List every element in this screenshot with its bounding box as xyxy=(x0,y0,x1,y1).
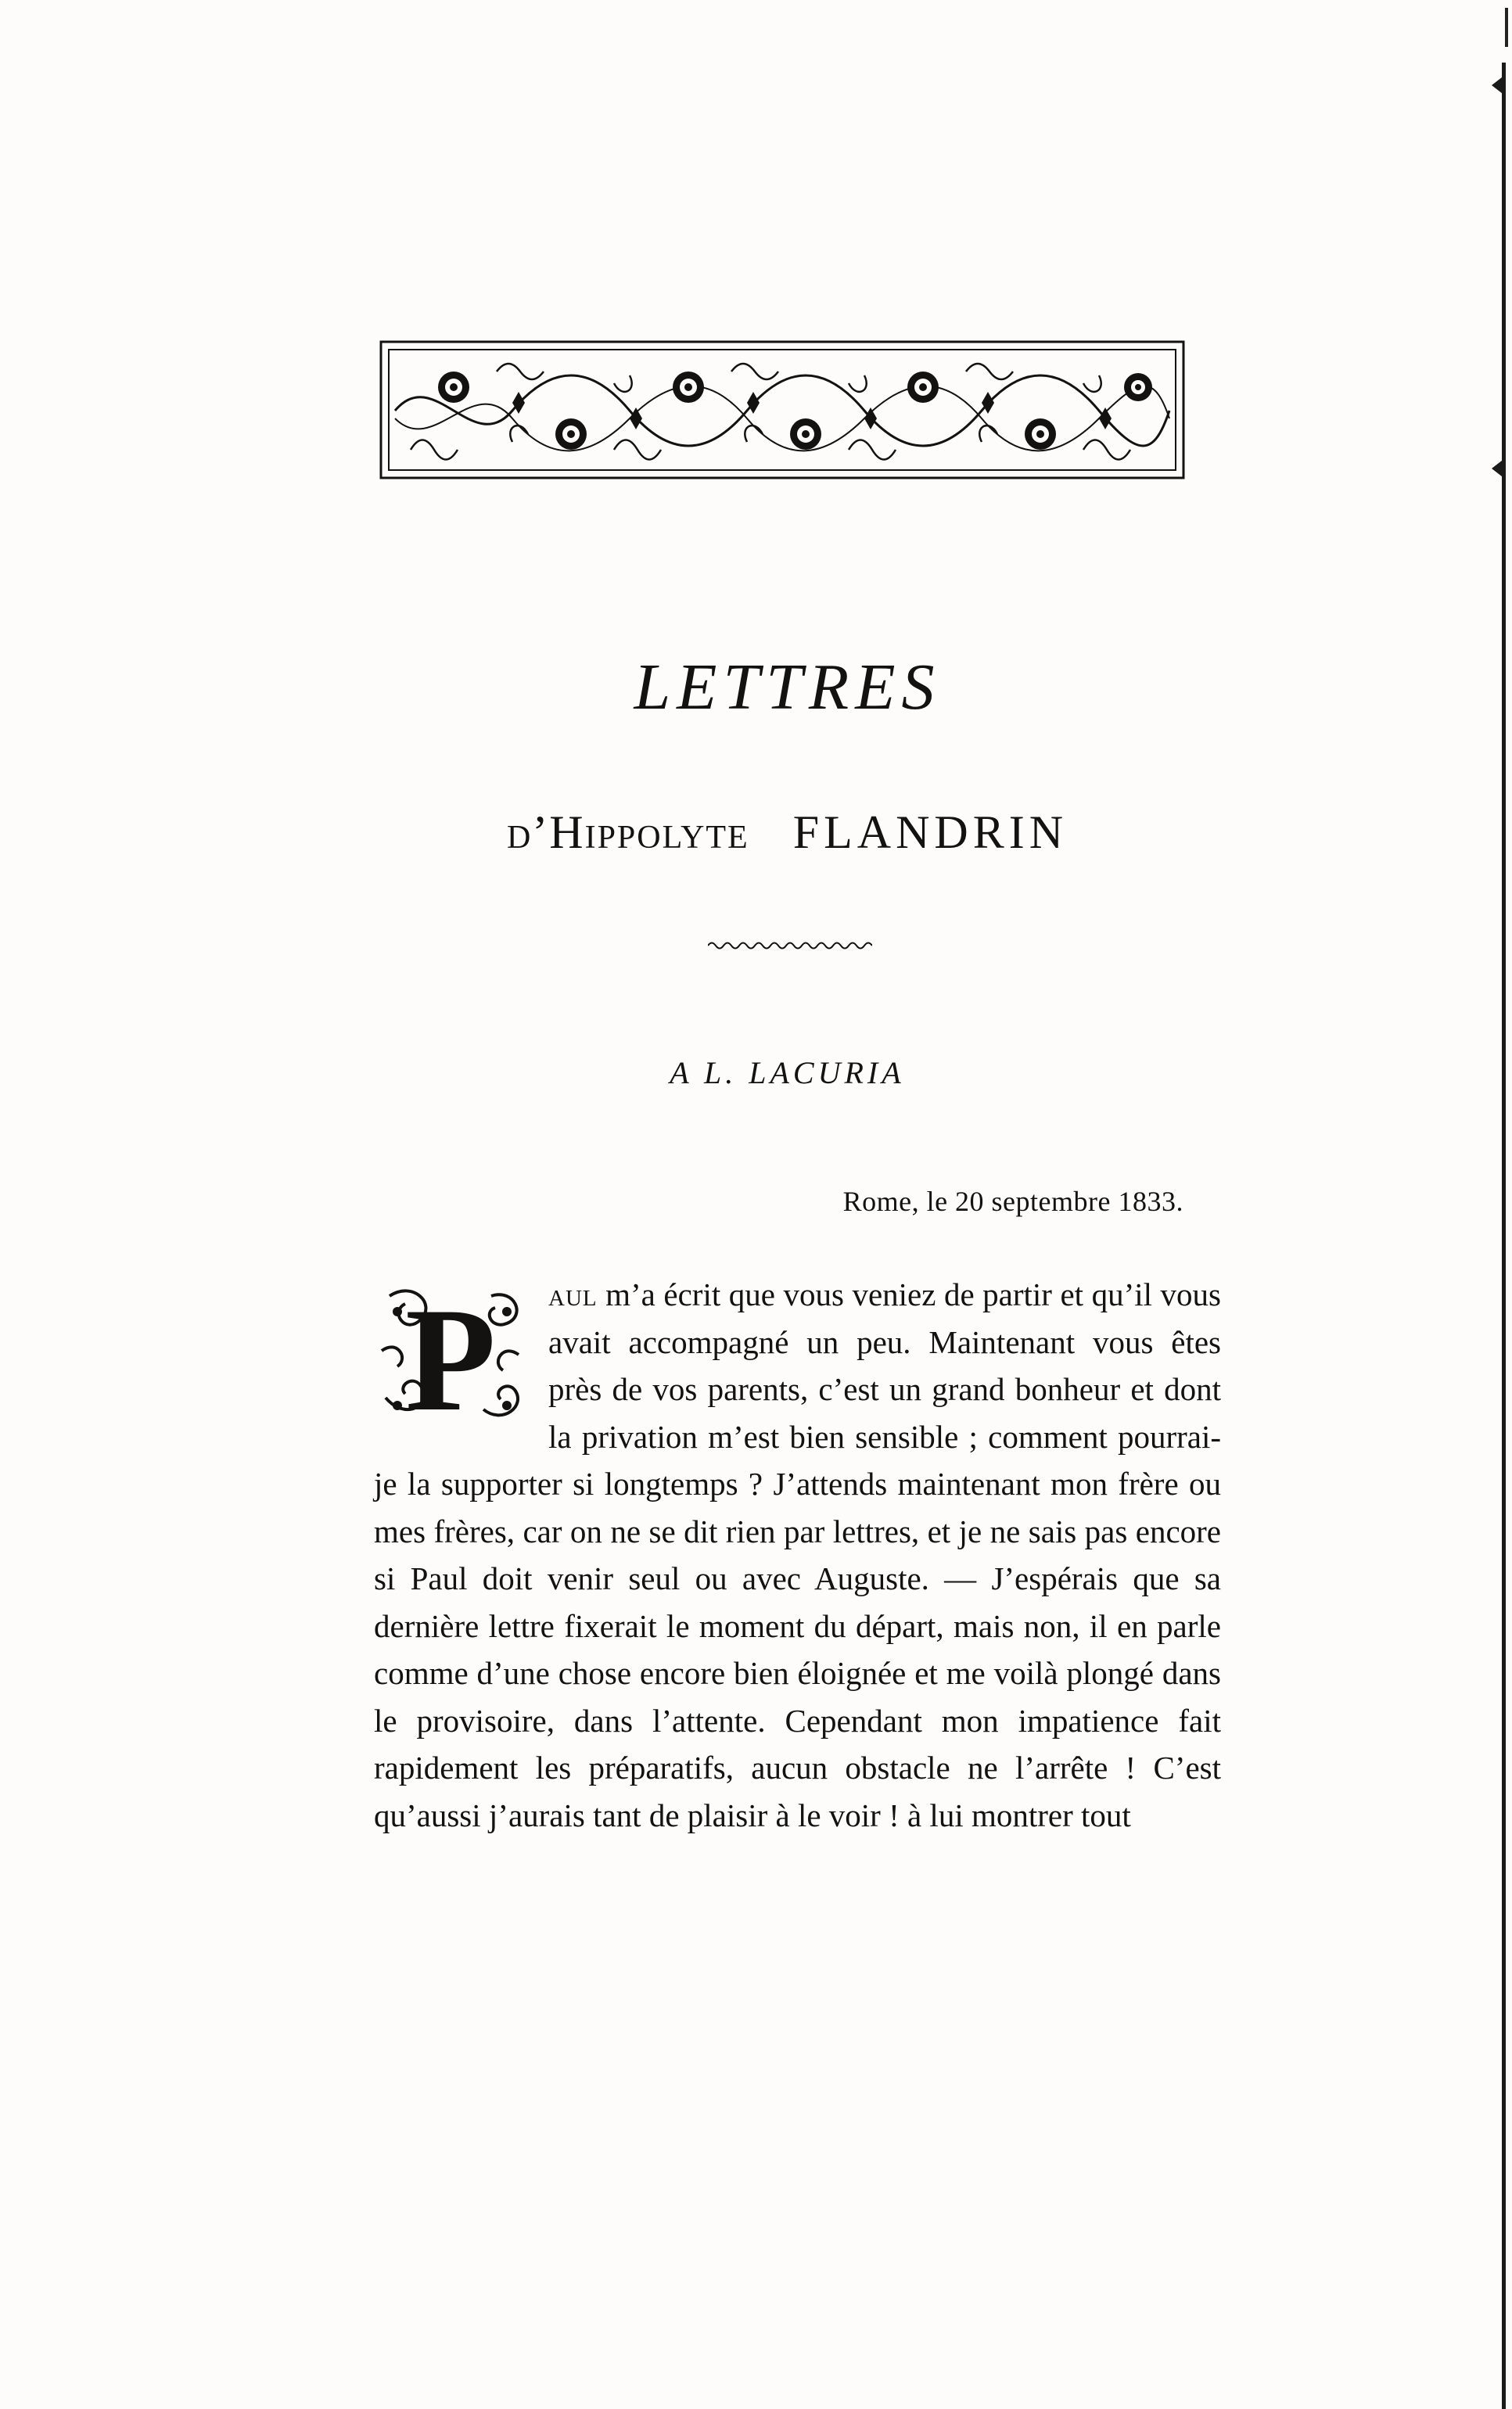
svg-text:P: P xyxy=(405,1280,497,1429)
book-title: LETTRES xyxy=(634,651,941,723)
scan-edge-line xyxy=(1502,63,1506,2409)
subtitle-prefix: d’Hippolyte xyxy=(506,806,749,858)
letter-dateline: Rome, le 20 septembre 1833. xyxy=(842,1186,1183,1217)
letter-body xyxy=(374,1271,1221,1839)
ornamental-dropcap xyxy=(374,1280,534,1429)
subtitle-surname: FLANDRIN xyxy=(792,806,1068,858)
scan-edge-notch xyxy=(1492,74,1506,96)
letter-text: m’a écrit que vous veniez de partir et qu’il vous avait accompagné un peu. Maintenant vous êtes près de vos parents, c’est un grand bonheur et dont la privation m’est bien sensible ; comment pourrai-je la supporter si longtemps ? J’attends maintenant mon frère ou mes frères, car on ne se dit rien par lettres, et je ne sais pas encore si Paul doit venir seul ou avec Auguste. — J’espérais que sa dernière lettre fixerait le moment du départ, mais non, il en parle comme d’une chose encore bien éloignée et me voilà plongé dans le provisoire, dans l’attente. Cependant mon impatience fait rapidement les préparatifs, aucun obstacle ne l’arrête ! C’est qu’aussi j’aurais tant de plaisir à le voir ! à lui montrer tout xyxy=(374,1276,1221,1833)
wavy-divider xyxy=(708,939,872,953)
scan-edge-mark xyxy=(1505,8,1508,47)
letter-recipient: A L. LACURIA xyxy=(670,1055,905,1090)
ornamental-headpiece xyxy=(379,340,1185,479)
lead-word: aul xyxy=(548,1276,598,1312)
book-subtitle xyxy=(31,806,1512,860)
scan-edge-notch xyxy=(1492,458,1506,479)
